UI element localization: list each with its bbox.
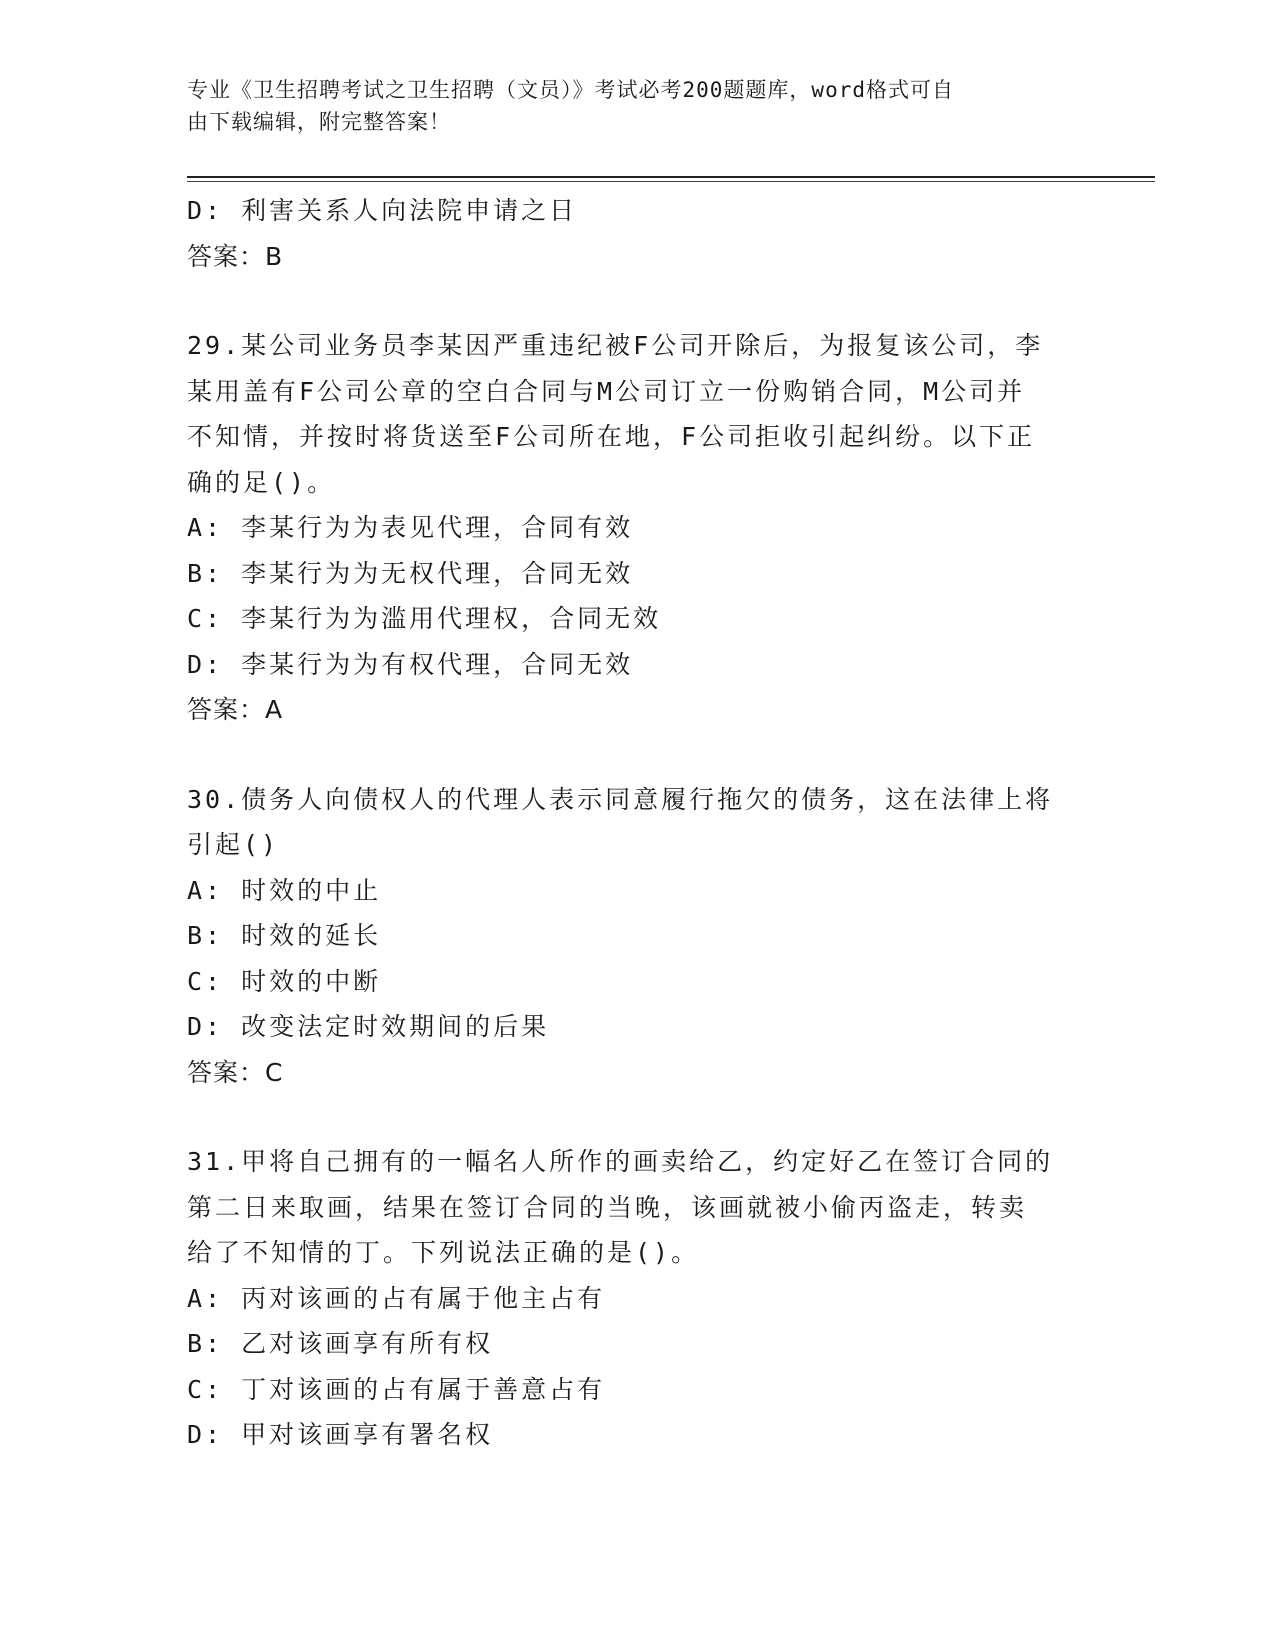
option-a: A: 丙对该画的占有属于他主占有 — [187, 1283, 606, 1313]
option-b: B: 李某行为为无权代理，合同无效 — [187, 558, 634, 588]
answer-line: 答案：A — [187, 695, 284, 724]
question-text-line: 不知情，并按时将货送至F公司所在地，F公司拒收引起纠纷。以下正 — [187, 422, 1036, 451]
question-29 — [187, 323, 1087, 733]
option-d: D: 李某行为为有权代理，合同无效 — [187, 649, 634, 679]
option-c: C: 丁对该画的占有属于善意占有 — [187, 1374, 606, 1404]
option-a: A: 时效的中止 — [187, 875, 382, 905]
option-d: D: 改变法定时效期间的后果 — [187, 1012, 550, 1041]
answer-line: 答案：C — [187, 1057, 284, 1087]
header-line-1: 专业《卫生招聘考试之卫生招聘（文员）》考试必考200题题库，word格式可自 — [187, 78, 954, 102]
option-c: C: 时效的中断 — [187, 966, 382, 996]
question-30 — [187, 777, 1087, 1096]
previous-question-tail — [187, 188, 1087, 279]
question-text-line: 30.债务人向债权人的代理人表示同意履行拖欠的债务，这在法律上将 — [187, 784, 1054, 814]
question-text-line: 第二日来取画，结果在签订合同的当晚，该画就被小偷丙盗走，转卖 — [187, 1192, 1028, 1222]
question-text — [187, 1139, 1087, 1276]
question-text-line: 29.某公司业务员李某因严重违纪被F公司开除后，为报复该公司，李 — [187, 331, 1044, 360]
option-a: A: 李某行为为表见代理，合同有效 — [187, 513, 634, 542]
question-text-line: 给了不知情的丁。下列说法正确的是()。 — [187, 1238, 700, 1267]
question-31 — [187, 1139, 1087, 1458]
option-d: D: 甲对该画享有署名权 — [187, 1420, 494, 1449]
header-divider-thin — [187, 181, 1155, 182]
question-text — [187, 777, 1087, 868]
answer-line: 答案：B — [187, 241, 284, 271]
option-b: B: 乙对该画享有所有权 — [187, 1329, 494, 1358]
question-text-line: 31.甲将自己拥有的一幅名人所作的画卖给乙，约定好乙在签订合同的 — [187, 1147, 1054, 1176]
header-line-2: 由下载编辑，附完整答案！ — [187, 110, 451, 134]
document-header — [187, 74, 1067, 138]
question-text-line: 某用盖有F公司公章的空白合同与M公司订立一份购销合同，M公司并 — [187, 376, 1026, 406]
option-c: C: 李某行为为滥用代理权，合同无效 — [187, 604, 662, 633]
option-b: B: 时效的延长 — [187, 921, 382, 950]
question-text-line: 引起() — [187, 830, 280, 859]
question-text — [187, 323, 1087, 505]
option-d: D: 利害关系人向法院申请之日 — [187, 196, 578, 225]
document-body — [187, 188, 1087, 1458]
question-text-line: 确的足()。 — [187, 467, 336, 497]
header-divider — [187, 176, 1155, 178]
